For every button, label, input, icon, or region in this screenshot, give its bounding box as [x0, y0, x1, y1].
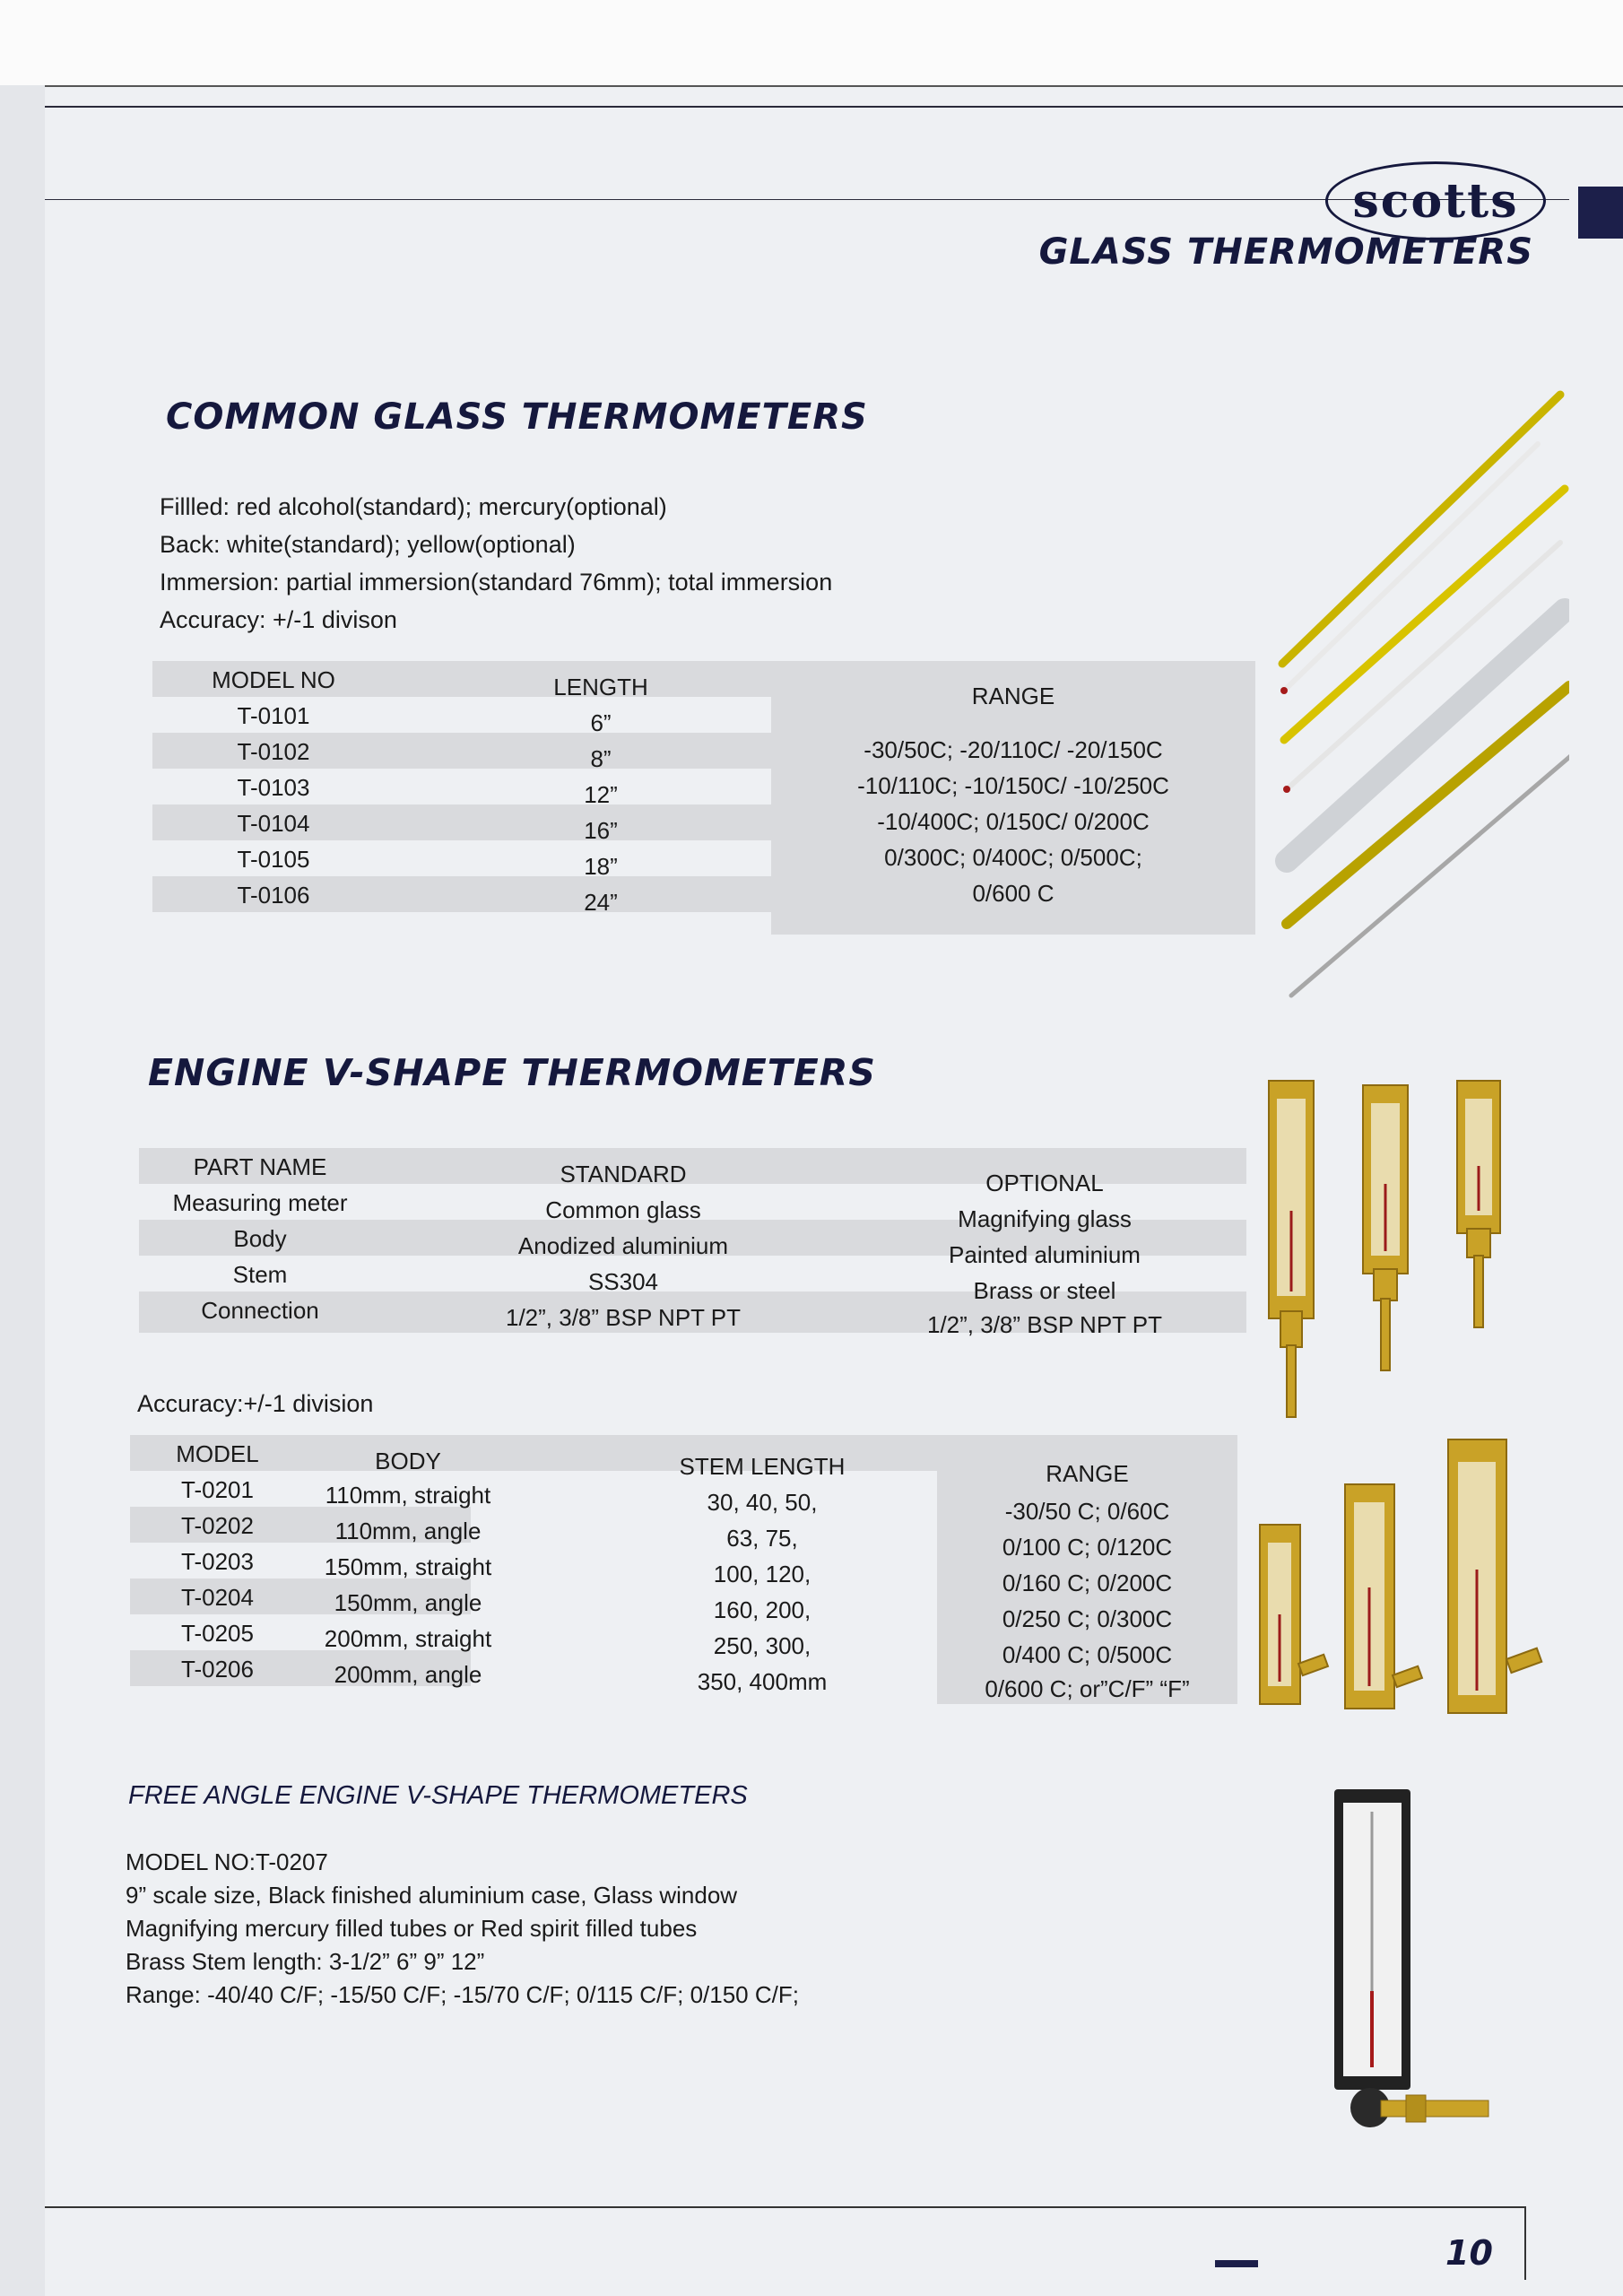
spec-line: MODEL NO:T-0207: [126, 1848, 328, 1875]
parts-table: [139, 1148, 1246, 1341]
glass-thermometers-image: [1264, 386, 1569, 1013]
length-cell: 16”: [584, 817, 618, 844]
length-cell: 6”: [590, 709, 612, 736]
column-header: OPTIONAL: [985, 1170, 1104, 1196]
engine-accuracy: [137, 1385, 373, 1422]
column-header: RANGE: [1046, 1460, 1129, 1487]
length-cell: 24”: [584, 889, 618, 916]
common-specs: [160, 488, 832, 639]
range-cell: -30/50C; -20/110C/ -20/150C: [864, 736, 1163, 763]
model-cell: T-0101: [237, 702, 310, 729]
column-header: STEM LENGTH: [679, 1453, 846, 1480]
accuracy-line: Accuracy:+/-1 division: [137, 1390, 374, 1417]
column-header: PART NAME: [193, 1153, 327, 1180]
standard-cell: SS304: [587, 1268, 659, 1295]
column-header: MODEL: [176, 1440, 259, 1467]
page-margin: [0, 85, 45, 2296]
range-cell: 0/400 C; 0/500C: [1002, 1641, 1173, 1668]
page-title: GLASS THERMOMETERS: [1038, 231, 1533, 273]
body-cell: 150mm, straight: [324, 1553, 492, 1580]
header-tab: [1578, 187, 1623, 239]
column-header: BODY: [375, 1448, 441, 1474]
part-name-cell: Measuring meter: [172, 1189, 348, 1216]
model-cell: T-0104: [237, 810, 310, 837]
standard-cell: Anodized aluminium: [517, 1232, 729, 1259]
model-cell: T-0202: [181, 1512, 254, 1539]
body-cell: 200mm, straight: [324, 1625, 492, 1652]
range-cell: -10/110C; -10/150C/ -10/250C: [857, 772, 1169, 799]
free-angle-title: FREE ANGLE ENGINE V-SHAPE THERMOMETERS: [128, 1781, 748, 1810]
range-cell: -30/50 C; 0/60C: [1004, 1498, 1170, 1525]
model-cell: T-0106: [237, 882, 310, 909]
angle-v-thermometers-image: [1255, 1435, 1560, 1722]
body-cell: 200mm, angle: [334, 1661, 482, 1688]
model-cell: T-0204: [181, 1584, 254, 1611]
stem-cell: 100, 120,: [713, 1561, 812, 1587]
range-cell: 0/600 C; or”C/F” “F”: [985, 1675, 1190, 1702]
part-name-cell: Body: [233, 1225, 287, 1252]
model-cell: T-0203: [181, 1548, 254, 1575]
brand-name: scotts: [1352, 173, 1519, 229]
spec-line: Accuracy: +/-1 divison: [160, 606, 397, 633]
model-cell: T-0205: [181, 1620, 254, 1647]
column-header: RANGE: [971, 683, 1055, 709]
part-name-cell: Connection: [201, 1297, 319, 1324]
top-rule: [45, 106, 1623, 108]
range-cell: 0/160 C; 0/200C: [1002, 1570, 1173, 1596]
engine-section-title: ENGINE V-SHAPE THERMOMETERS: [148, 1051, 876, 1094]
body-cell: 110mm, angle: [334, 1518, 482, 1544]
stem-cell: 350, 400mm: [697, 1668, 828, 1695]
range-cell: 0/600 C: [972, 880, 1055, 907]
free-angle-thermometer-image: [1327, 1785, 1533, 2161]
range-cell: 0/250 C; 0/300C: [1002, 1605, 1173, 1632]
footer-frame: [45, 2206, 1526, 2280]
standard-cell: Common glass: [545, 1196, 701, 1223]
spec-line: Magnifying mercury filled tubes or Red spirit filled tubes: [126, 1915, 698, 1942]
column-header: STANDARD: [560, 1161, 687, 1187]
spec-line: 9” scale size, Black finished aluminium case, Glass window: [126, 1882, 738, 1909]
spec-line: Fillled: red alcohol(standard); mercury(optional): [160, 493, 667, 520]
spec-line: Immersion: partial immersion(standard 76mm); total immersion: [160, 569, 833, 596]
model-cell: T-0201: [181, 1476, 254, 1503]
common-table: [152, 661, 1255, 935]
optional-cell: 1/2”, 3/8” BSP NPT PT: [926, 1311, 1163, 1338]
page-edge: [0, 0, 1623, 87]
spec-line: Brass Stem length: 3-1/2” 6” 9” 12”: [126, 1948, 485, 1975]
straight-v-thermometers-image: [1255, 1076, 1515, 1426]
optional-cell: Brass or steel: [973, 1277, 1116, 1304]
optional-cell: Painted aluminium: [949, 1241, 1141, 1268]
footer-mark: [1215, 2260, 1258, 2267]
common-section-title: COMMON GLASS THERMOMETERS: [166, 396, 868, 438]
length-cell: 12”: [584, 781, 618, 808]
length-cell: 8”: [590, 745, 612, 772]
stem-cell: 160, 200,: [713, 1596, 812, 1623]
model-cell: T-0103: [237, 774, 310, 801]
model-cell: T-0206: [181, 1656, 254, 1683]
part-name-cell: Stem: [232, 1261, 288, 1288]
brand-logo: [1325, 161, 1546, 240]
free-angle-specs: [126, 1846, 799, 2012]
range-cell: 0/100 C; 0/120C: [1002, 1534, 1173, 1561]
page-number: 10: [1445, 2233, 1493, 2273]
range-cell: 0/300C; 0/400C; 0/500C;: [884, 844, 1142, 871]
optional-cell: Magnifying glass: [958, 1205, 1132, 1232]
range-cell: -10/400C; 0/150C/ 0/200C: [877, 808, 1150, 835]
length-cell: 18”: [584, 853, 618, 880]
body-cell: 150mm, angle: [334, 1589, 482, 1616]
stem-cell: 63, 75,: [726, 1525, 798, 1552]
column-header: MODEL NO: [212, 666, 335, 693]
column-header: LENGTH: [553, 674, 648, 700]
spec-line: Back: white(standard); yellow(optional): [160, 531, 576, 558]
standard-cell: 1/2”, 3/8” BSP NPT PT: [505, 1304, 742, 1331]
body-cell: 110mm, straight: [325, 1482, 491, 1509]
stem-cell: 250, 300,: [713, 1632, 812, 1659]
spec-line: Range: -40/40 C/F; -15/50 C/F; -15/70 C/F; 0/115 C/F; 0/150 C/F;: [126, 1981, 799, 2008]
stem-cell: 30, 40, 50,: [707, 1489, 818, 1516]
engine-model-table: [130, 1435, 1237, 1704]
model-cell: T-0105: [237, 846, 310, 873]
model-cell: T-0102: [237, 738, 310, 765]
